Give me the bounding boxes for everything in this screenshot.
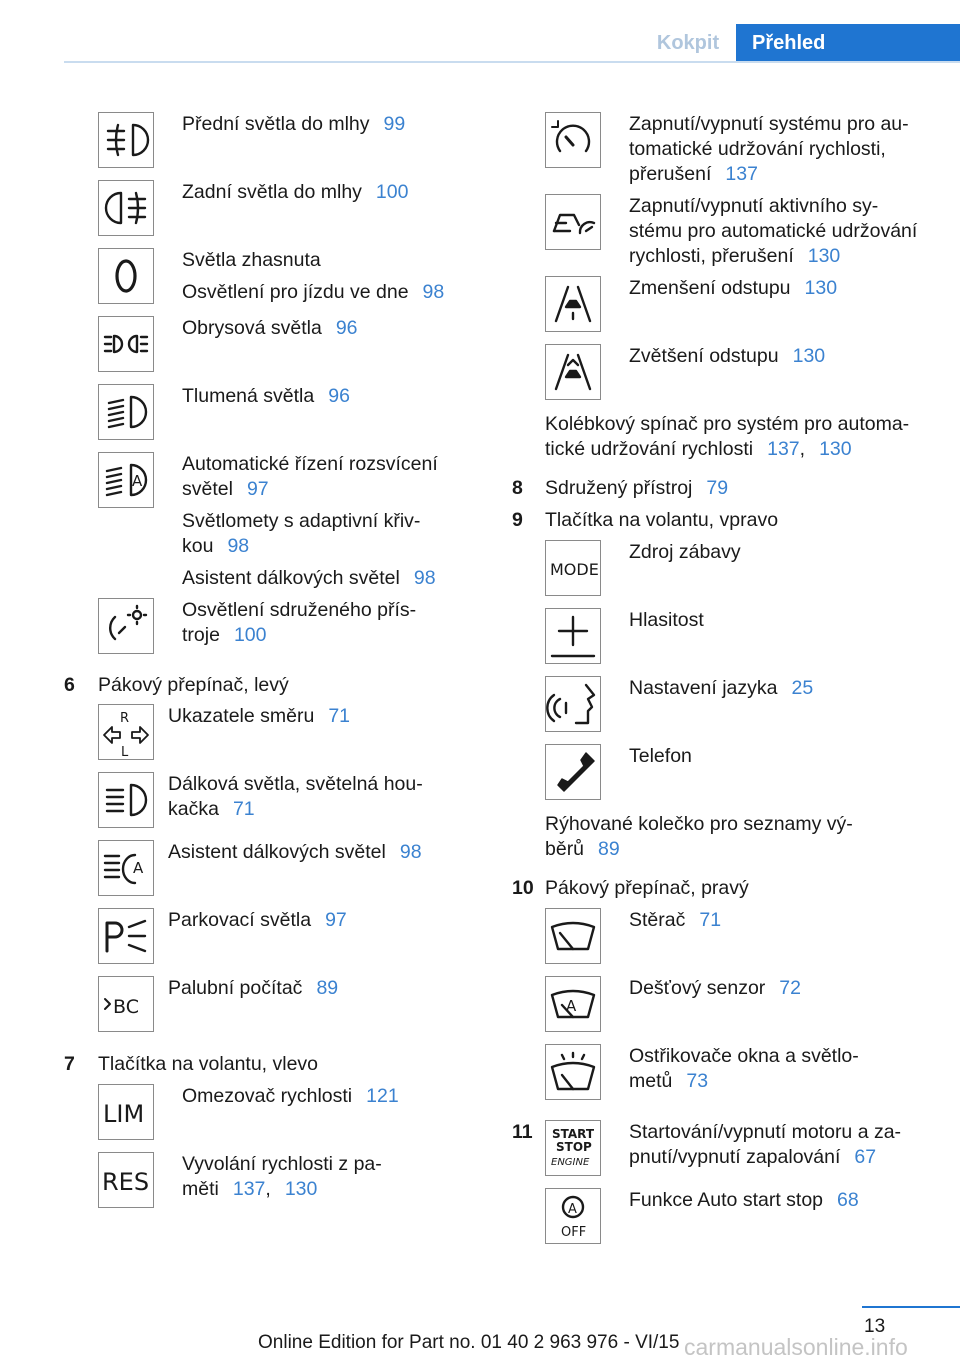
instrument-light-line1: Osvětlení sdruženého přís-: [182, 599, 417, 621]
auto-light-entry-line1: Automatické řízení rozsvícení: [182, 453, 438, 475]
turn-signal-entry: Ukazatele směru 71: [168, 705, 351, 727]
speed-limiter-icon: [98, 1084, 154, 1140]
tab-prehled[interactable]: Přehled: [736, 24, 960, 62]
wiper-icon: [545, 908, 601, 964]
washer-icon: [545, 1044, 601, 1100]
svg-text:A: A: [568, 1202, 577, 1217]
distance-decrease-icon: [545, 276, 601, 332]
turn-signal-icon: [98, 704, 154, 760]
lights-off-icon: [98, 248, 154, 304]
page-link[interactable]: 25: [791, 677, 814, 699]
adaptive-entry-line2: kou 98: [182, 535, 250, 557]
wheel-entry-line1: Rýhované kolečko pro seznamy vý-: [545, 813, 853, 835]
resume-entry-line1: Vyvolání rychlosti z pa-: [182, 1153, 382, 1175]
section-number: 11: [512, 1121, 533, 1143]
edition-note: Online Edition for Part no. 01 40 2 963 976 - VI/15: [258, 1332, 680, 1353]
page-link[interactable]: 137: [767, 438, 800, 460]
svg-text:A: A: [133, 859, 144, 877]
auto-start-stop-entry: Funkce Auto start stop 68: [629, 1189, 859, 1211]
page-link[interactable]: 98: [422, 281, 445, 303]
svg-text:MODE: MODE: [550, 560, 599, 579]
page-link[interactable]: 130: [792, 345, 826, 367]
page-link[interactable]: 73: [686, 1070, 709, 1092]
parking-lights-icon: [98, 316, 154, 372]
resume-entry-line2: měti 137, 130: [182, 1178, 318, 1200]
rear-fog-lamp-icon: [98, 180, 154, 236]
acc-entry-line3: rychlosti, přerušení 130: [629, 245, 841, 267]
washer-entry-line1: Ostřikovače okna a světlo-: [629, 1045, 859, 1067]
high-beam-entry-line1: Dálková světla, světelná hou-: [168, 773, 423, 795]
volume-icon: [545, 608, 601, 664]
page-link[interactable]: 98: [399, 841, 422, 863]
limiter-entry: Omezovač rychlosti 121: [182, 1085, 399, 1107]
parking-light-icon: [98, 908, 154, 964]
page-link[interactable]: 71: [699, 909, 722, 931]
daytime-entry: Osvětlení pro jízdu ve dne 98: [182, 281, 445, 303]
page-link[interactable]: 97: [325, 909, 347, 931]
svg-text:OFF: OFF: [561, 1225, 587, 1240]
adaptive-entry-line1: Světlomety s adaptivní křiv-: [182, 510, 421, 532]
auto-start-stop-icon: [545, 1188, 601, 1244]
voice-entry: Nastavení jazyka 25: [629, 677, 814, 699]
page-number: 13: [864, 1316, 886, 1337]
start-entry-line2: pnutí/vypnutí zapalování 67: [629, 1146, 877, 1168]
section-title: Tlačítka na volantu, vlevo: [98, 1053, 319, 1075]
parking-lights-entry: Obrysová světla 96: [182, 317, 358, 339]
section-title: Tlačítka na volantu, vpravo: [545, 509, 779, 531]
hba-entry: Asistent dálkových světel 98: [182, 567, 436, 589]
high-beam-icon: [98, 772, 154, 828]
washer-entry-line2: metů 73: [629, 1070, 709, 1092]
low-beam-entry: Tlumená světla 96: [182, 385, 350, 407]
computer-entry: Palubní počítač 89: [168, 977, 339, 999]
page-link[interactable]: 98: [227, 535, 250, 557]
svg-text:BC: BC: [113, 996, 139, 1018]
resume-speed-icon: [98, 1152, 154, 1208]
page-link[interactable]: 99: [383, 113, 406, 135]
front-fog-entry: Přední světla do mlhy 99: [182, 113, 406, 135]
section-number: 9: [512, 509, 523, 531]
cruise-entry-line1: Zapnutí/vypnutí systému pro au-: [629, 113, 909, 135]
distance-increase-icon: [545, 344, 601, 400]
high-beam-entry-line2: kačka 71: [168, 798, 255, 820]
start-stop-engine-icon: [545, 1120, 601, 1176]
instrument-lighting-icon: [98, 598, 154, 654]
footer-divider: [862, 1306, 960, 1308]
phone-entry: Telefon: [629, 745, 692, 767]
section-number: 10: [512, 877, 534, 899]
svg-text:R: R: [120, 711, 130, 726]
front-fog-lamp-icon: [98, 112, 154, 168]
instrument-light-line2: troje 100: [182, 624, 267, 646]
svg-text:L: L: [121, 745, 129, 759]
page-link[interactable]: 79: [706, 477, 729, 499]
telephone-icon: [545, 744, 601, 800]
acc-entry-line2: stému pro automatické udržování: [629, 220, 918, 242]
svg-text:RES: RES: [102, 1168, 150, 1196]
cruise-control-icon: [545, 112, 601, 168]
voice-control-icon: [545, 676, 601, 732]
svg-text:ENGINE: ENGINE: [551, 1157, 590, 1168]
page-link[interactable]: 89: [598, 838, 620, 860]
cruise-entry-line2: tomatické udržování rychlosti,: [629, 138, 886, 160]
parking-light-entry: Parkovací světla 97: [168, 909, 347, 931]
section-title: Sdružený přístroj 79: [545, 477, 729, 499]
wheel-entry-line2: běrů 89: [545, 838, 620, 860]
page-link[interactable]: 130: [807, 245, 841, 267]
section-title: Pákový přepínač, pravý: [545, 877, 749, 899]
section-number: 8: [512, 477, 523, 499]
volume-entry: Hlasitost: [629, 609, 704, 631]
auto-light-entry-line2: světel 97: [182, 478, 269, 500]
rocker-entry-line1: Kolébkový spínač pro systém pro automa-: [545, 413, 910, 435]
rain-sensor-icon: [545, 976, 601, 1032]
page-link[interactable]: 72: [779, 977, 801, 999]
page-link[interactable]: 71: [232, 798, 255, 820]
page-link[interactable]: 100: [375, 181, 409, 203]
onboard-computer-icon: [98, 976, 154, 1032]
low-beam-icon: [98, 384, 154, 440]
rear-fog-entry: Zadní světla do mlhy 100: [182, 181, 409, 203]
page-link[interactable]: 71: [328, 705, 351, 727]
rocker-entry-line2: tické udržování rychlosti 137, 130: [545, 438, 852, 460]
section-title: Pákový přepínač, levý: [98, 674, 289, 696]
page-link[interactable]: 137: [232, 1178, 266, 1200]
wiper-entry: Stěrač 71: [629, 909, 722, 931]
page-link[interactable]: 67: [854, 1146, 877, 1168]
distance-increase-entry: Zvětšení odstupu 130: [629, 345, 826, 367]
start-entry-line1: Startování/vypnutí motoru a za-: [629, 1121, 902, 1143]
svg-text:A: A: [566, 997, 577, 1015]
active-cruise-icon: [545, 194, 601, 250]
lights-off-entry: Světla zhasnuta: [182, 249, 321, 271]
page-link[interactable]: 96: [328, 385, 350, 407]
svg-text:A: A: [132, 472, 143, 490]
page-link[interactable]: 100: [233, 624, 267, 646]
page-link[interactable]: 121: [366, 1085, 399, 1107]
svg-text:LIM: LIM: [103, 1100, 145, 1128]
page-link[interactable]: 130: [284, 1178, 318, 1200]
section-number: 7: [64, 1053, 75, 1075]
page-link[interactable]: 68: [837, 1189, 859, 1211]
page-link[interactable]: 96: [335, 317, 358, 339]
svg-text:START: START: [552, 1127, 595, 1141]
hba-entry-2: Asistent dálkových světel 98: [168, 841, 422, 863]
acc-entry-line1: Zapnutí/vypnutí aktivního sy-: [629, 195, 879, 217]
page-link[interactable]: 137: [725, 163, 758, 185]
cruise-entry-line3: přerušení 137: [629, 163, 758, 185]
rain-sensor-entry: Dešťový senzor 72: [629, 977, 801, 999]
page-link[interactable]: 130: [804, 277, 838, 299]
distance-decrease-entry: Zmenšení odstupu 130: [629, 277, 838, 299]
section-number: 6: [64, 674, 75, 696]
entertainment-entry: Zdroj zábavy: [629, 541, 741, 563]
page-link[interactable]: 98: [413, 567, 436, 589]
page-link[interactable]: 130: [819, 438, 852, 460]
high-beam-assistant-icon: [98, 840, 154, 896]
header-divider: [64, 61, 960, 63]
svg-text:STOP: STOP: [556, 1140, 592, 1154]
tab-kokpit[interactable]: Kokpit: [656, 32, 720, 54]
mode-button-icon: [545, 540, 601, 596]
watermark: carmanualsonline.info: [684, 1334, 908, 1360]
auto-headlight-icon: [98, 452, 154, 508]
page-link[interactable]: 97: [246, 478, 269, 500]
page-link[interactable]: 89: [316, 977, 339, 999]
